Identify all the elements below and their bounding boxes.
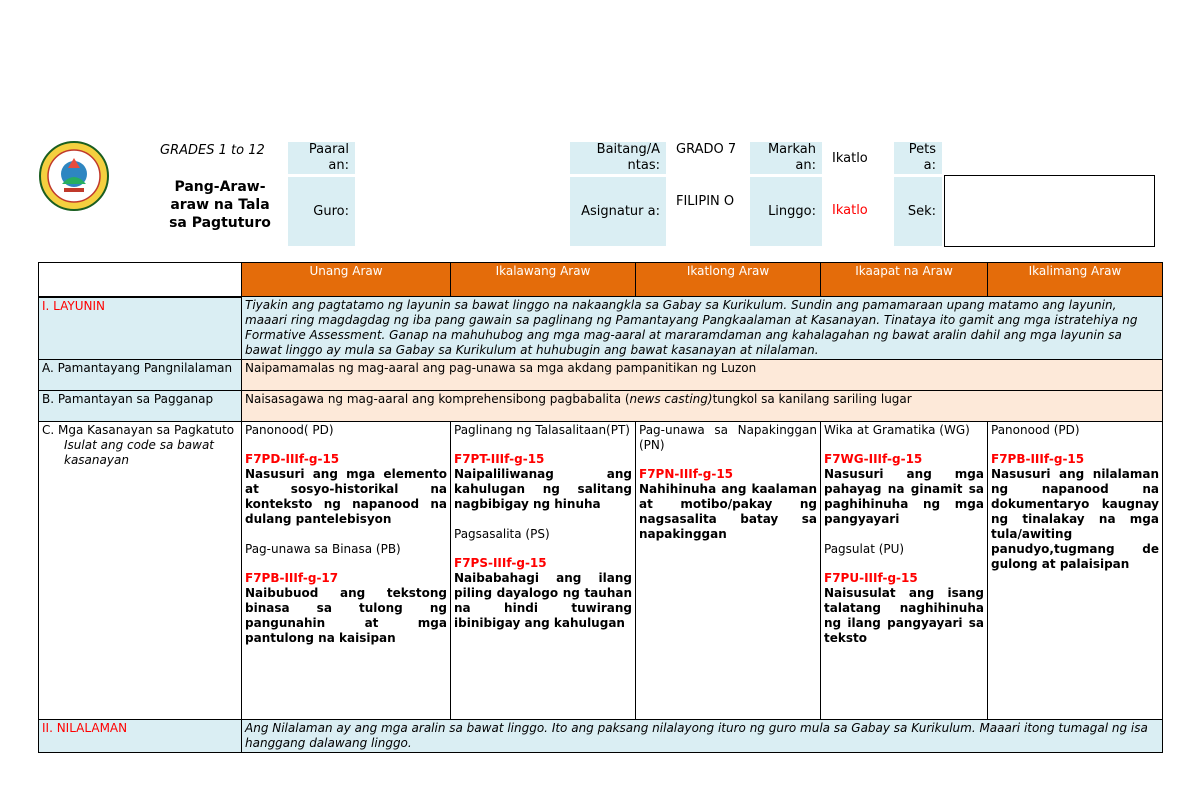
day1-competency-2: Pag-unawa sa Binasa (PB) bbox=[245, 542, 401, 556]
kasanayan-note: Isulat ang code sa bawat kasanayan bbox=[64, 438, 215, 467]
day-header-3: Ikatlong Araw bbox=[636, 263, 821, 297]
day2-objective-2: Naibabahagi ang ilang piling dayalogo ng tauhan na hindi tuwirang ibinibigay ang kahulugan bbox=[454, 571, 632, 630]
pamantayang-pangnilalaman-value: Naipamamalas ng mag-aaral ang pag-unawa sa mga akdang pampanitikan ng Luzon bbox=[242, 360, 1163, 391]
day1-code-1: F7PD-IIIf-g-15 bbox=[245, 452, 340, 466]
linggo-label: Linggo: bbox=[750, 177, 822, 246]
day-4-competencies bbox=[821, 422, 988, 720]
day3-competency-1: Pag-unawa sa Napakinggan (PN) bbox=[639, 423, 817, 452]
day1-objective-1: Nasusuri ang mga elemento at sosyo-historikal na konteksto ng napanood na dulang pantelebisyon bbox=[245, 467, 447, 526]
day2-code-1: F7PT-IIIf-g-15 bbox=[454, 452, 545, 466]
guro-label: Guro: bbox=[288, 177, 355, 246]
grades-label: GRADES 1 to 12 bbox=[160, 143, 265, 158]
paaralan-label: Paaral an: bbox=[288, 142, 355, 174]
sek-value-box[interactable] bbox=[944, 175, 1155, 247]
nilalaman-label: II. NILALAMAN bbox=[39, 720, 242, 753]
asignatura-value: FILIPIN O bbox=[676, 194, 735, 209]
pamantayang-pangnilalaman-row bbox=[39, 360, 1163, 391]
day2-competency-1: Paglinang ng Talasalitaan(PT) bbox=[454, 423, 630, 437]
pagganap-text-a: Naisasagawa ng mag-aaral ang komprehensibong pagbabalita ( bbox=[245, 392, 630, 406]
day4-code-1: F7WG-IIIf-g-15 bbox=[824, 452, 923, 466]
layunin-description: Tiyakin ang pagtatamo ng layunin sa bawat linggo na nakaangkla sa Gabay sa Kurikulum. Sundin ang pamamaraan upang matamo ang layunin, maaari ring magdagdag ng iba pang gawain sa paglinang ng Pamantayang Pangkaalaman at Kasanayan. Tinataya ito gamit ang mga istratehiya ng Formative Assessment. Ganap na mahuhubog ang mga mag-aaral at mararamdaman ang kahalagahan ng bawat aralin dahil ang mga layunin sa bawat linggo ay mula sa Gabay sa Kurikulum at huhubugin ang bawat kasanayan at nilalaman. bbox=[242, 297, 1163, 360]
day3-code-1: F7PN-IIIf-g-15 bbox=[639, 467, 734, 481]
day-1-competencies bbox=[242, 422, 451, 720]
kasanayan-label: C. Mga Kasanayan sa Pagkatuto bbox=[42, 423, 235, 437]
day5-competency-1: Panonood (PD) bbox=[991, 423, 1080, 437]
layunin-label: I. LAYUNIN bbox=[39, 297, 242, 360]
day1-objective-2: Naibubuod ang tekstong binasa sa tulong ng pangunahin at mga pantulong na kaisipan bbox=[245, 586, 447, 645]
markahan-label: Markah an: bbox=[750, 142, 822, 174]
kasanayan-row bbox=[39, 422, 1163, 720]
pamantayan-pagganap-label: B. Pamantayan sa Pagganap bbox=[39, 391, 242, 422]
baitang-value: GRADO 7 bbox=[676, 142, 737, 157]
day1-code-2: F7PB-IIIf-g-17 bbox=[245, 571, 339, 585]
day3-objective-1: Nahihinuha ang kaalaman at motibo/pakay ng nagsasalita batay sa napakinggan bbox=[639, 482, 817, 541]
baitang-label: Baitang/A ntas: bbox=[570, 142, 666, 174]
day5-code-1: F7PB-IIIf-g-15 bbox=[991, 452, 1085, 466]
layunin-row bbox=[39, 297, 1163, 360]
day4-objective-2: Naisusulat ang isang talatang naghihinuha ng ilang pangyayari sa teksto bbox=[824, 586, 984, 645]
header-blank-cell bbox=[39, 263, 242, 297]
day2-objective-1: Naipaliliwanag ang kahulugan ng salitang nagbibigay ng hinuha bbox=[454, 467, 632, 511]
markahan-value: Ikatlo bbox=[832, 151, 868, 166]
day2-code-2: F7PS-IIIf-g-15 bbox=[454, 556, 547, 570]
day5-objective-1: Nasusuri ang nilalaman ng napanood na dokumentaryo kaugnay ng tinalakay na mga tula/awiting panudyo,tugmang de gulong at palaisipan bbox=[991, 467, 1159, 571]
nilalaman-description: Ang Nilalaman ay ang mga aralin sa bawat linggo. Ito ang paksang nilalayong ituro ng guro mula sa Gabay sa Kurikulum. Maaari itong tumagal ng isa hanggang dalawang linggo. bbox=[242, 720, 1163, 753]
sek-label: Sek: bbox=[894, 177, 942, 246]
day-header-5: Ikalimang Araw bbox=[988, 263, 1163, 297]
day4-competency-1: Wika at Gramatika (WG) bbox=[824, 423, 970, 437]
pamantayan-pagganap-row bbox=[39, 391, 1163, 422]
day4-code-2: F7PU-IIIf-g-15 bbox=[824, 571, 918, 585]
day-header-4: Ikaapat na Araw bbox=[821, 263, 988, 297]
day-header-1: Unang Araw bbox=[242, 263, 451, 297]
kasanayan-label-cell bbox=[39, 422, 242, 720]
pagganap-text-b: tungkol sa kanilang sariling lugar bbox=[712, 392, 912, 406]
day4-competency-2: Pagsulat (PU) bbox=[824, 542, 905, 556]
lesson-plan-table bbox=[38, 262, 1163, 753]
page-title: Pang-Araw-araw na Tala sa Pagtuturo bbox=[169, 179, 271, 231]
pamantayang-pangnilalaman-label: A. Pamantayang Pangnilalaman bbox=[39, 360, 242, 391]
deped-seal-logo bbox=[38, 140, 110, 212]
day1-competency-1: Panonood( PD) bbox=[245, 423, 334, 437]
day2-competency-2: Pagsasalita (PS) bbox=[454, 527, 550, 541]
pamantayan-pagganap-value bbox=[242, 391, 1163, 422]
day-3-competencies bbox=[636, 422, 821, 720]
day4-objective-1: Nasusuri ang mga pahayag na ginamit sa paghihinuha ng mga pangyayari bbox=[824, 467, 984, 526]
asignatura-label: Asignatur a: bbox=[570, 177, 666, 246]
nilalaman-row bbox=[39, 720, 1163, 753]
linggo-value: Ikatlo bbox=[832, 203, 868, 218]
petsa-label: Pets a: bbox=[894, 142, 942, 174]
pagganap-text-italic: news casting) bbox=[629, 392, 713, 406]
day-2-competencies bbox=[451, 422, 636, 720]
day-header-2: Ikalawang Araw bbox=[451, 263, 636, 297]
day-5-competencies bbox=[988, 422, 1163, 720]
table-header-row bbox=[39, 263, 1163, 297]
